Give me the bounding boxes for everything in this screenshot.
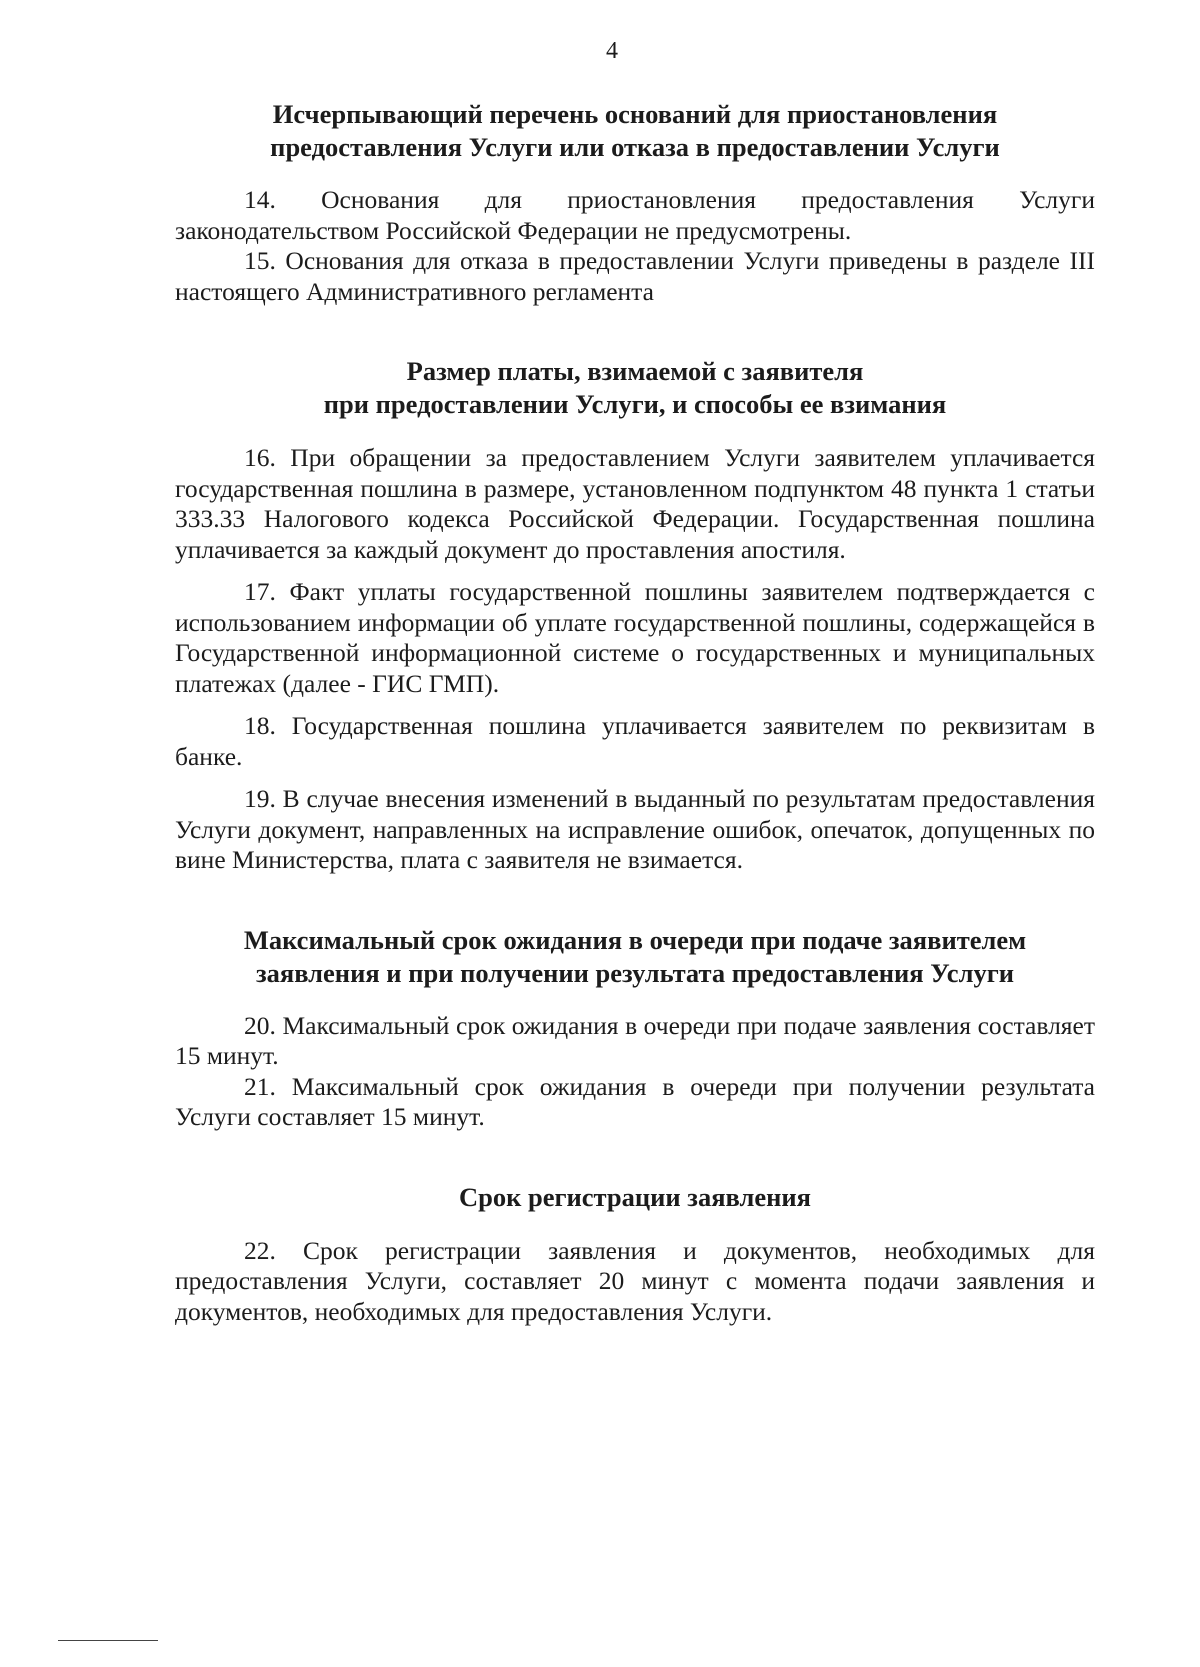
paragraph-14: 14. Основания для приостановления предоставления Услуги законодательством Российской Федерации не предусмотрены. bbox=[175, 185, 1095, 245]
page-number: 4 bbox=[606, 38, 618, 64]
paragraph-16: 16. При обращении за предоставлением Услуги заявителем уплачивается государственная пошлина в размере, установленном подпунктом 48 пункта 1 статьи 333.33 Налогового кодекса Российской Федерации. Государственная пошлина уплачивается за каждый документ до проставления апостиля. bbox=[175, 443, 1095, 564]
paragraph-21: 21. Максимальный срок ожидания в очереди при получении результата Услуги составляет 15 минут. bbox=[175, 1071, 1095, 1131]
section-heading bbox=[175, 98, 1095, 164]
heading-line: заявления и при получении результата предоставления Услуги bbox=[255, 957, 1014, 988]
section-fee bbox=[175, 355, 1095, 876]
section-queue-time bbox=[175, 924, 1095, 1133]
paragraph-15: 15. Основания для отказа в предоставлении Услуги приведены в разделе III настоящего Административного регламента bbox=[175, 246, 1095, 306]
paragraph-22: 22. Срок регистрации заявления и документов, необходимых для предоставления Услуги, составляет 20 минут с момента подачи заявления и документов, необходимых для предоставления Услуги. bbox=[175, 1235, 1095, 1326]
section-heading bbox=[175, 355, 1095, 421]
paragraph-17: 17. Факт уплаты государственной пошлины заявителем подтверждается с использованием информации об уплате государственной пошлины, содержащейся в Государственной информационной системе о государственных и муниципальных платежах (далее - ГИС ГМП). bbox=[175, 577, 1095, 698]
section-suspension-refusal bbox=[175, 98, 1095, 307]
heading-line: Срок регистрации заявления bbox=[458, 1181, 812, 1212]
section-registration-time bbox=[175, 1181, 1095, 1328]
heading-line: предоставления Услуги или отказа в предоставлении Услуги bbox=[270, 132, 1000, 162]
heading-line: Максимальный срок ожидания в очереди при подаче заявителем bbox=[243, 924, 1027, 955]
heading-line: при предоставлении Услуги, и способы ее взимания bbox=[323, 389, 947, 419]
heading-line: Исчерпывающий перечень оснований для приостановления bbox=[272, 99, 998, 129]
section-heading bbox=[175, 1181, 1095, 1214]
document-body bbox=[175, 98, 1095, 1327]
paragraph-18: 18. Государственная пошлина уплачивается заявителем по реквизитам в банке. bbox=[175, 711, 1095, 771]
heading-line: Размер платы, взимаемой с заявителя bbox=[406, 356, 864, 386]
paragraph-20: 20. Максимальный срок ожидания в очереди при подаче заявления составляет 15 минут. bbox=[175, 1010, 1095, 1070]
footer-divider bbox=[58, 1640, 158, 1641]
section-heading bbox=[175, 924, 1095, 990]
paragraph-19: 19. В случае внесения изменений в выданный по результатам предоставления Услуги документ, направленных на исправление ошибок, опечаток, допущенных по вине Министерства, плата с заявителя не взимается. bbox=[175, 784, 1095, 874]
